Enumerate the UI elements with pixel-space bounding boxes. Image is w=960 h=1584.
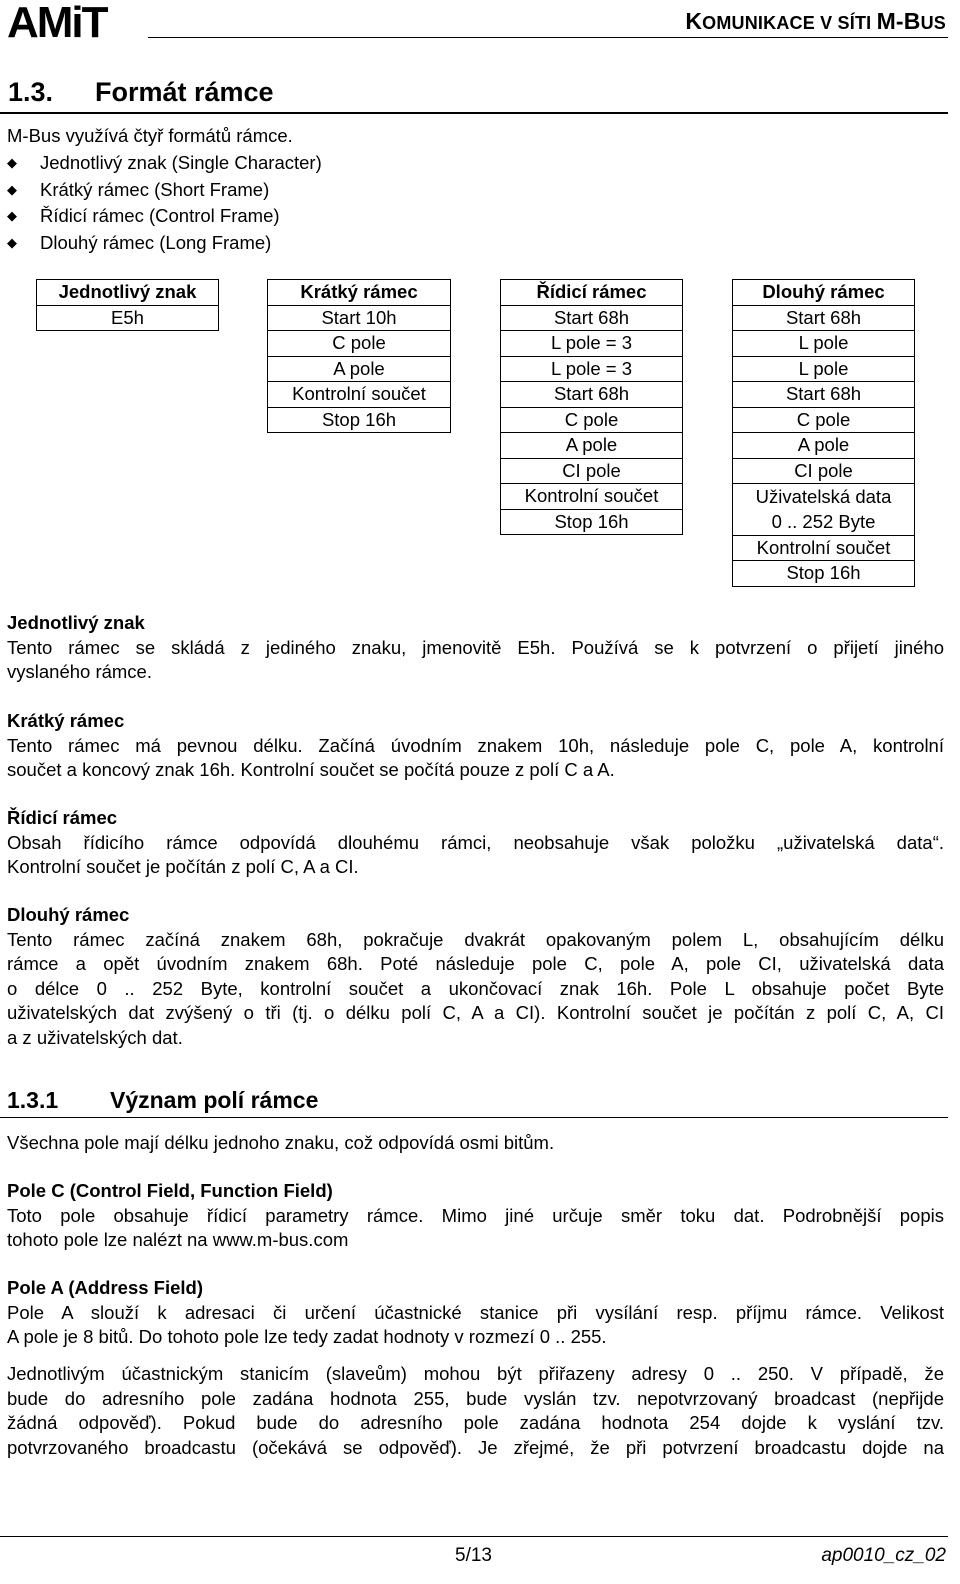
desc-line: a z uživatelských dat. [7, 1026, 183, 1048]
table-cell: L pole = 3 [501, 331, 683, 357]
desc-line: bude do adresního pole zadána hodnota 255, bude vyslán tzv. nepotvrzovaný broadcast (nepřijde [7, 1387, 944, 1409]
diamond-bullet-icon: ◆ [7, 208, 17, 223]
svg-text:AMiT: AMiT [7, 2, 107, 40]
table-long-frame [732, 279, 915, 587]
pole-c-title: Pole C (Control Field, Function Field) [7, 1180, 333, 1201]
table-header: Dlouhý rámec [733, 280, 915, 306]
subsection-intro: Všechna pole mají délku jednoho znaku, což odpovídá osmi bitům. [7, 1132, 555, 1153]
table-header: Jednotlivý znak [37, 280, 219, 306]
table-cell: L pole = 3 [501, 356, 683, 382]
table-cell: Kontrolní součet [501, 484, 683, 510]
desc-single-character [7, 611, 944, 685]
table-cell: Start 68h [733, 382, 915, 408]
table-cell: C pole [733, 407, 915, 433]
table-cell: E5h [37, 305, 219, 331]
table-cell: Uživatelská data [733, 484, 915, 511]
header-rule [148, 37, 948, 38]
table-cell: Stop 16h [501, 509, 683, 535]
desc-short-frame [7, 709, 944, 783]
desc-line: vyslaného rámce. [7, 661, 152, 682]
header-title: KOMUNIKACE V SÍTI M-BUS [685, 8, 946, 34]
table-cell: Start 68h [733, 305, 915, 331]
table-short-frame [267, 279, 451, 433]
table-cell: C pole [268, 331, 451, 357]
table-cell: A pole [733, 433, 915, 459]
table-single-character [36, 279, 219, 331]
table-cell: A pole [268, 356, 451, 382]
desc-line: tohoto pole lze nalézt na www.m-bus.com [7, 1229, 349, 1250]
table-cell: Stop 16h [733, 561, 915, 587]
desc-line: Obsah řídicího rámce odpovídá dlouhému rámci, neobsahuje však položku „uživatelská data“. [7, 831, 944, 853]
list-item: ◆ Jednotlivý znak (Single Character) [7, 150, 322, 177]
page-number: 5/13 [455, 1545, 492, 1566]
desc-line: součet a koncový znak 16h. Kontrolní součet se počítá pouze z polí C a A. [7, 759, 615, 780]
table-cell: Start 68h [501, 382, 683, 408]
desc-line: o délce 0 .. 252 Byte, kontrolní součet a ukončovací znak 16h. Pole L obsahuje počet Byte [7, 977, 944, 999]
desc-line: Pole A slouží k adresaci či určení účastnické stanice při vysílání resp. příjmu rámce. Velikost [7, 1301, 944, 1323]
desc-line: Tento rámec se skládá z jediného znaku, jmenovitě E5h. Používá se k potvrzení o přijetí jiného [7, 636, 944, 658]
section-rule [0, 112, 948, 114]
table-cell: Kontrolní součet [733, 535, 915, 561]
table-cell: Start 10h [268, 305, 451, 331]
table-header: Řídicí rámec [501, 280, 683, 306]
desc-line: uživatelských dat zvýšený o tři (tj. o délku polí C, A a CI). Kontrolní součet je počítán z polí C, A, CI [7, 1002, 944, 1023]
table-cell: Start 68h [501, 305, 683, 331]
diamond-bullet-icon: ◆ [7, 181, 17, 197]
table-cell: L pole [733, 331, 915, 357]
table-cell: Kontrolní součet [268, 382, 451, 408]
desc-line: Toto pole obsahuje řídicí parametry rámce. Mimo jiné určuje směr toku dat. Podrobnější popis [7, 1204, 944, 1226]
table-cell: A pole [501, 433, 683, 459]
subsection-heading: 1.3.1 Význam polí rámce [7, 1087, 319, 1113]
document-code: ap0010_cz_02 [821, 1545, 946, 1566]
table-cell: CI pole [733, 458, 915, 484]
footer-rule [0, 1536, 948, 1537]
table-header: Krátký rámec [268, 280, 451, 306]
desc-line: žádná odpověď). Pokud bude do adresního pole zadána hodnota 254 dojde k vyslání tzv. [7, 1412, 944, 1433]
desc-line: Jednotlivým účastnickým stanicím (slaveům) mohou být přiřazeny adresy 0 .. 250. V případě, že [7, 1363, 944, 1384]
pole-a-section [7, 1276, 944, 1350]
pole-c-section [7, 1179, 944, 1253]
list-item: ◆ Dlouhý rámec (Long Frame) [7, 230, 322, 257]
frame-format-list [7, 150, 322, 256]
desc-title: Jednotlivý znak [7, 612, 145, 633]
table-control-frame [500, 279, 683, 535]
desc-title: Krátký rámec [7, 710, 125, 731]
table-cell: C pole [501, 407, 683, 433]
amit-logo [7, 2, 141, 40]
desc-line: Kontrolní součet je počítán z polí C, A a CI. [7, 856, 359, 877]
list-item: ◆ Krátký rámec (Short Frame) [7, 177, 322, 204]
desc-long-frame [7, 903, 944, 1050]
table-cell: CI pole [501, 458, 683, 484]
desc-line: potvrzovaného broadcastu (očekává se odpověď). Je zřejmé, že při potvrzení broadcastu dojde na [7, 1436, 944, 1458]
section-intro: M-Bus využívá čtyř formátů rámce. [7, 125, 293, 146]
diamond-bullet-icon: ◆ [7, 155, 17, 170]
slaves-paragraph [7, 1362, 944, 1460]
desc-title: Řídicí rámec [7, 807, 118, 828]
desc-control-frame [7, 806, 944, 880]
table-cell: Stop 16h [268, 407, 451, 433]
list-item: ◆ Řídicí rámec (Control Frame) [7, 203, 322, 230]
desc-line: A pole je 8 bitů. Do tohoto pole lze tedy zadat hodnoty v rozmezí 0 .. 255. [7, 1326, 607, 1347]
table-cell: 0 .. 252 Byte [733, 510, 915, 535]
pole-a-title: Pole A (Address Field) [7, 1277, 203, 1298]
desc-line: Tento rámec začíná znakem 68h, pokračuje dvakrát opakovaným polem L, obsahujícím délku [7, 928, 944, 950]
table-cell: L pole [733, 356, 915, 382]
desc-line: rámce a opět úvodním znakem 68h. Poté následuje pole C, pole A, pole CI, uživatelská data [7, 953, 944, 974]
desc-line: Tento rámec má pevnou délku. Začíná úvodním znakem 10h, následuje pole C, pole A, kontrolní [7, 734, 944, 756]
subsection-rule [0, 1117, 948, 1118]
diamond-bullet-icon: ◆ [7, 234, 17, 250]
desc-title: Dlouhý rámec [7, 904, 130, 925]
section-heading: 1.3. Formát rámce [8, 77, 274, 107]
